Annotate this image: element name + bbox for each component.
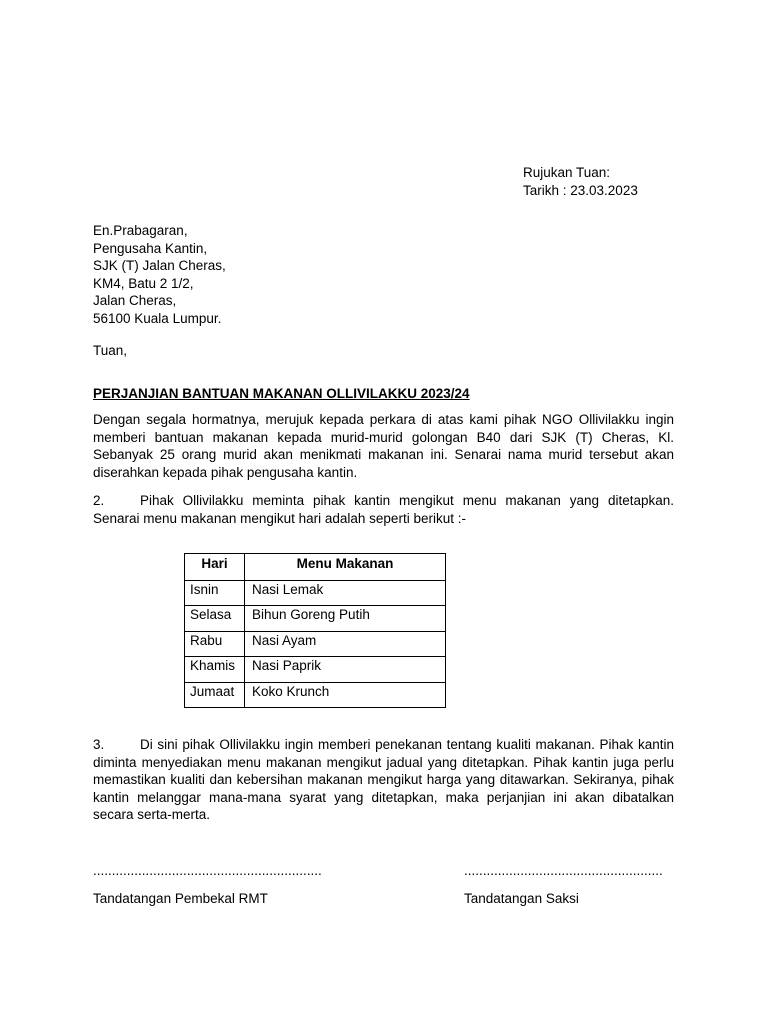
day-cell: Selasa <box>185 606 245 632</box>
table-row <box>185 657 446 683</box>
menu-table <box>184 553 446 708</box>
table-row <box>185 682 446 708</box>
signature-right <box>464 862 663 907</box>
address-line: 56100 Kuala Lumpur. <box>93 310 222 326</box>
table-row <box>185 631 446 657</box>
header-hari: Hari <box>185 554 245 581</box>
menu-cell: Bihun Goreng Putih <box>245 606 446 632</box>
address-line: En.Prabagaran, <box>93 223 188 238</box>
menu-cell: Nasi Paprik <box>245 657 446 683</box>
table-row <box>185 580 446 606</box>
signature-line: ............................................................. <box>93 863 322 878</box>
paragraph-text: Di sini pihak Ollivilakku ingin memberi penekanan tentang kualiti makanan. Pihak kantin diminta menyediakan menu makanan mengikut jadual yang ditetapkan. Pihak kantin juga perlu memastikan kualiti dan kebersihan makanan mengikut harga yang ditawarkan. Sekiranya, pihak kantin melanggar mana-mana syarat yang ditetapkan, maka perjanjian ini akan dibatalkan secara serta-merta. <box>93 737 674 822</box>
day-cell: Isnin <box>185 580 245 606</box>
signature-label: Tandatangan Pembekal RMT <box>93 890 268 906</box>
menu-cell: Koko Krunch <box>245 682 446 708</box>
menu-cell: Nasi Lemak <box>245 580 446 606</box>
rujukan-line: Rujukan Tuan: <box>523 165 611 180</box>
table-row <box>185 606 446 632</box>
table-header-row <box>185 554 446 581</box>
paragraph-number: 2. <box>93 493 105 508</box>
subject-heading: PERJANJIAN BANTUAN MAKANAN OLLIVILAKKU 2023/24 <box>93 386 470 401</box>
day-cell: Jumaat <box>185 682 245 708</box>
address-line: KM4, Batu 2 1/2, <box>93 275 194 291</box>
paragraph-2 <box>93 492 674 527</box>
address-line: Jalan Cheras, <box>93 293 177 308</box>
signature-label: Tandatangan Saksi <box>464 890 579 906</box>
signature-left <box>93 862 322 907</box>
recipient-address <box>93 222 226 327</box>
reference-block <box>523 164 638 199</box>
address-line: SJK (T) Jalan Cheras, <box>93 258 226 273</box>
tarikh-line: Tarikh : 23.03.2023 <box>523 182 638 198</box>
paragraph-number: 3. <box>93 737 105 752</box>
day-cell: Rabu <box>185 631 245 657</box>
menu-cell: Nasi Ayam <box>245 631 446 657</box>
paragraph-1: Dengan segala hormatnya, merujuk kepada perkara di atas kami pihak NGO Ollivilakku ingin memberi bantuan makanan kepada murid-murid golongan B40 dari SJK (T) Cheras, Kl. Sebanyak 25 orang murid akan menikmati makanan ini. Senarai nama murid tersebut akan diserahkan kepada pihak pengusaha kantin. <box>93 412 674 480</box>
paragraph-text: Pihak Ollivilakku meminta pihak kantin mengikut menu makanan yang ditetapkan. Senarai menu makanan mengikut hari adalah seperti berikut :- <box>93 493 674 526</box>
header-menu: Menu Makanan <box>245 554 446 581</box>
day-cell: Khamis <box>185 657 245 683</box>
address-line: Pengusaha Kantin, <box>93 240 208 256</box>
signature-line: ..................................................... <box>464 863 663 878</box>
paragraph-3 <box>93 736 674 824</box>
salutation: Tuan, <box>93 343 128 358</box>
